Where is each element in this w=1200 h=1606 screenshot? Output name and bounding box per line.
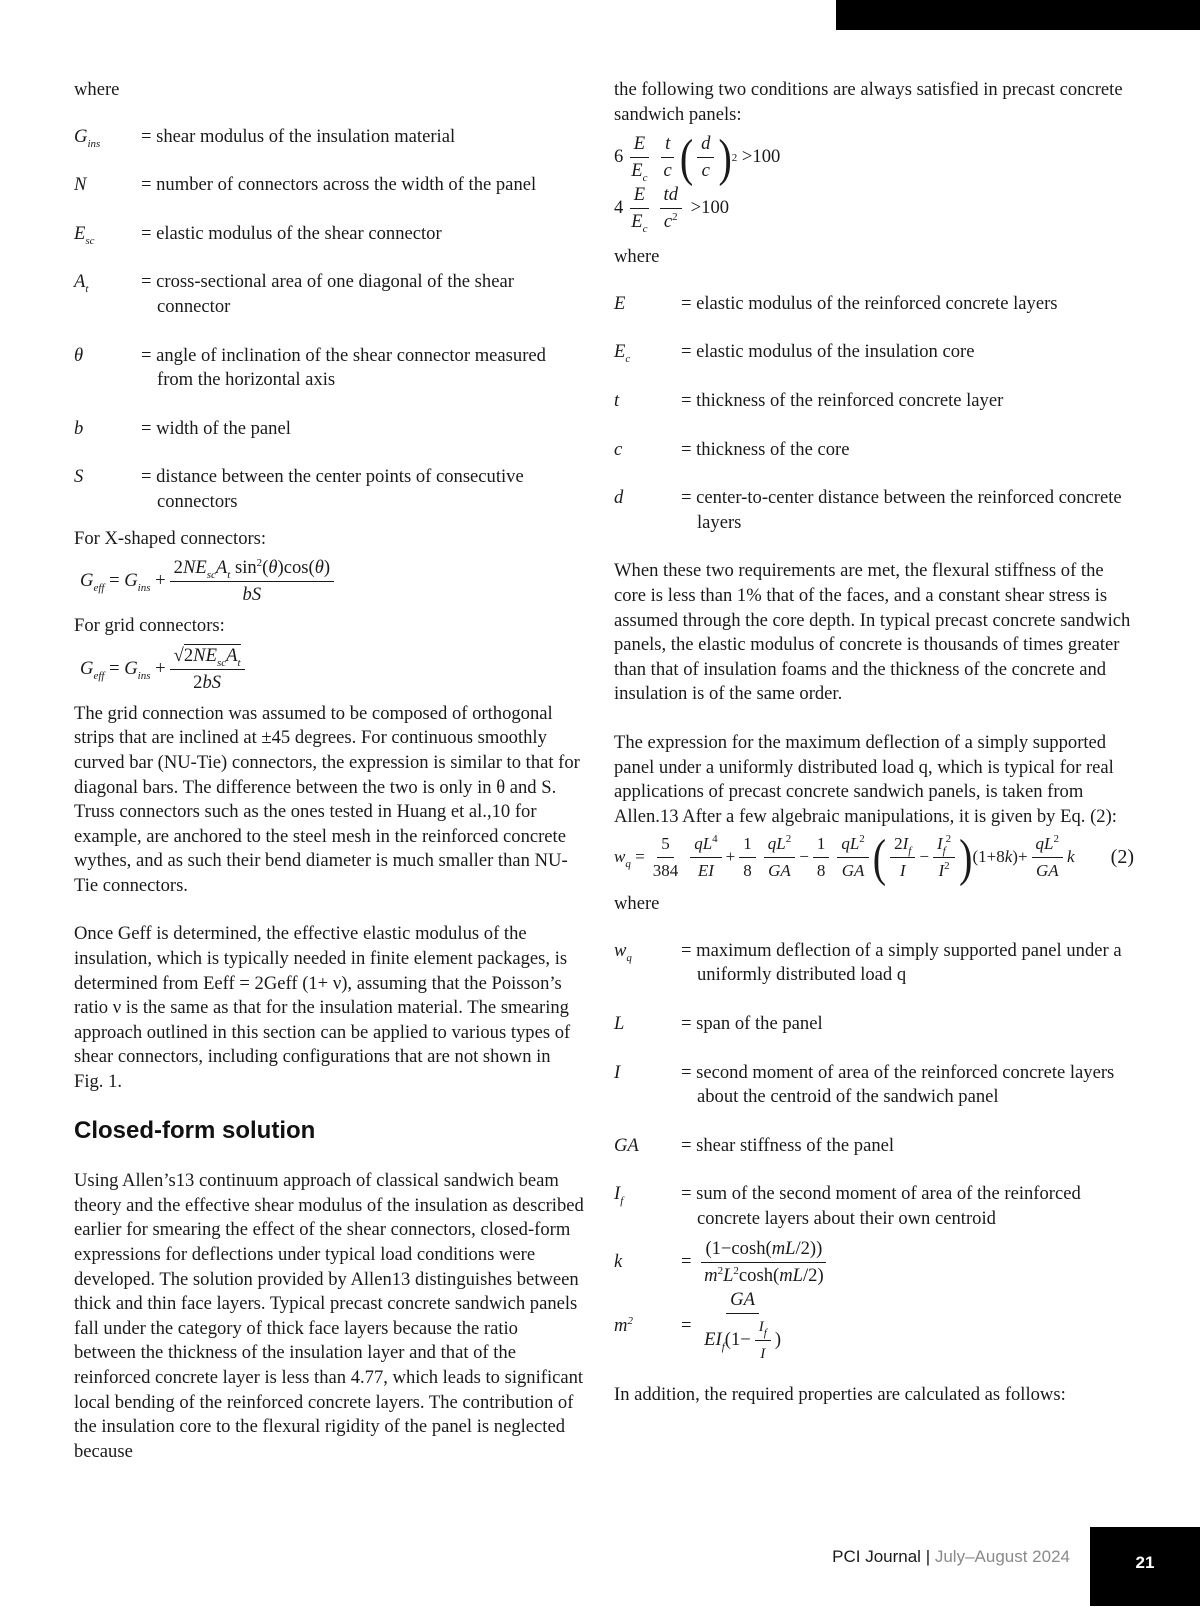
- definition-row: c = thickness of the core: [614, 438, 850, 460]
- definition-row: $I_f$ = sum of the second moment of area of the reinforced concrete layers about their own centroid: [614, 1183, 1081, 1230]
- definition-m2: $m^2$ = GA $EI_f(1-$ $\frac{I_f}{I}$ ): [614, 1288, 782, 1362]
- paragraph: The grid connection was assumed to be composed of orthogonal strips that are inclined at ±45 degrees. For continuous smoothly curved bar (NU-Tie) connectors, the expression is similar to that for diagonal bars. The difference between the two is only in θ and S. Truss connectors such as the ones tested in Huang et al.,10 for example, are anchored to the steel mesh in the reinforced concrete wythes, and as such their bend diameter is much smaller than NU-Tie connectors.: [74, 702, 580, 896]
- condition-1: 6 $\frac{E}{E_c}$ $\frac{t}{c}$ ( $\frac{d}{c}$ ) 2 >100: [614, 127, 781, 187]
- where-label: where: [614, 246, 660, 268]
- definition-row: d = center-to-center distance between the reinforced concrete layers: [614, 487, 1122, 533]
- right-column: [614, 78, 1134, 1407]
- equation-x-shaped: $G_{eff}$ = $G_{ins}$ + $\frac{2NE_{sc}A_t \sin^2(\theta)\cos(\theta)}{bS}$: [80, 557, 584, 606]
- where-label: where: [614, 893, 660, 915]
- condition-2: 4 $\frac{E}{E_c}$ $\frac{td}{c^2}$ >100: [614, 184, 730, 236]
- definition-k: k = $\frac{(1-\cosh(mL/2))}{m^2L^2\cosh(mL/2)}$: [614, 1238, 1134, 1287]
- definition-row: $E_c$ = elastic modulus of the insulation core: [614, 341, 975, 366]
- grid-label: For grid connectors:: [74, 615, 225, 637]
- definition-row: $E_{sc}$ = elastic modulus of the shear connector: [74, 222, 442, 247]
- paragraph: In addition, the required properties are calculated as follows:: [614, 1383, 1066, 1405]
- definition-row: θ = angle of inclination of the shear connector measured from the horizontal axis: [74, 344, 546, 391]
- definition-row: t = thickness of the reinforced concrete layer: [614, 389, 1004, 411]
- equation-grid: $G_{eff}$ = $G_{ins}$ + $\frac{√2NE_{sc}A_t}{2bS}$: [80, 645, 584, 694]
- issue-date: July–August 2024: [934, 1547, 1070, 1566]
- x-shaped-label: For X-shaped connectors:: [74, 527, 267, 549]
- paragraph: the following two conditions are always satisfied in precast concrete sandwich panels:: [614, 79, 1123, 125]
- paragraph: When these two requirements are met, the flexural stiffness of the core is less than 1% that of the faces, and a constant shear stress is assumed through the core depth. In typical precast concrete sandwich panels, the elastic modulus of concrete is thousands of times greater than that of insulation foams and the thickness of the concrete and insulation is of the same order.: [614, 560, 1131, 705]
- definition-row: N = number of connectors across the width of the panel: [74, 174, 537, 196]
- definition-row: E = elastic modulus of the reinforced concrete layers: [614, 292, 1058, 314]
- paragraph: Using Allen’s13 continuum approach of classical sandwich beam theory and the effective shear modulus of the insulation as described earlier for smearing the effect of the shear connectors, closed-form expressions for deflections under typical load conditions were developed. The solution provided by Allen13 distinguishes between thick and thin face layers. Typical precast concrete sandwich panels fall under the category of thick face layers because the ratio between the thickness of the insulation layer and that of the reinforced concrete layer is less than 4.77, which leads to significant local bending of the reinforced concrete layers. The contribution of the insulation core to the flexural rigidity of the panel is neglected because: [74, 1170, 584, 1462]
- journal-title: PCI Journal | July–August 2024: [832, 1547, 1070, 1566]
- journal-name: PCI Journal: [832, 1547, 921, 1566]
- section-heading: Closed-form solution: [74, 1116, 316, 1144]
- definition-row: S = distance between the center points of consecutive connectors: [74, 466, 524, 512]
- equation-number: (2): [1110, 846, 1134, 869]
- left-column: [74, 78, 584, 1488]
- definition-row: b = width of the panel: [74, 417, 291, 439]
- definition-row: $A_t$ = cross-sectional area of one diagonal of the shear connector: [74, 271, 514, 317]
- where-label: where: [74, 79, 120, 100]
- definition-row: I = second moment of area of the reinforced concrete layers about the centroid of the sandwich panel: [614, 1061, 1115, 1108]
- definition-row: $w_q$ = maximum deflection of a simply supported panel under a uniformly distributed load q: [614, 939, 1122, 986]
- equation-2: $w_q$ = $\frac{5}{384}$ $\frac{qL^4}{EI}$ + $\frac{1}{8}$ $\frac{qL^2}{GA}$ − $\frac{1}{8}$ $\frac{qL^2}{GA}$ ( $\frac{2I_f}{I}$ − $\frac{I_f^2}{I^2}$ ) (1+8 k )+ $\frac{qL^2}{GA}$ k (2): [614, 827, 1134, 887]
- definition-row: $G_{ins}$ = shear modulus of the insulation material: [74, 125, 456, 150]
- paragraph: The expression for the maximum deflection of a simply supported panel under a uniformly distributed load q, which is typical for real applications of precast concrete sandwich panels, is taken from Allen.13 After a few algebraic manipulations, it is given by Eq. (2):: [614, 731, 1117, 827]
- page-number: 21: [1090, 1527, 1200, 1606]
- definition-row: L = span of the panel: [614, 1013, 823, 1035]
- page-footer: [0, 1527, 1200, 1606]
- header-bar: [836, 0, 1200, 30]
- paragraph: Once Geff is determined, the effective elastic modulus of the insulation, which is typically needed in finite element packages, is determined from Eeff = 2Geff (1+ ν), assuming that the Poisson’s ratio ν is the same as that for the insulation material. The smearing approach outlined in this section can be applied to various types of shear connectors, including configurations that are not shown in Fig. 1.: [74, 923, 571, 1093]
- definition-row: GA = shear stiffness of the panel: [614, 1134, 895, 1156]
